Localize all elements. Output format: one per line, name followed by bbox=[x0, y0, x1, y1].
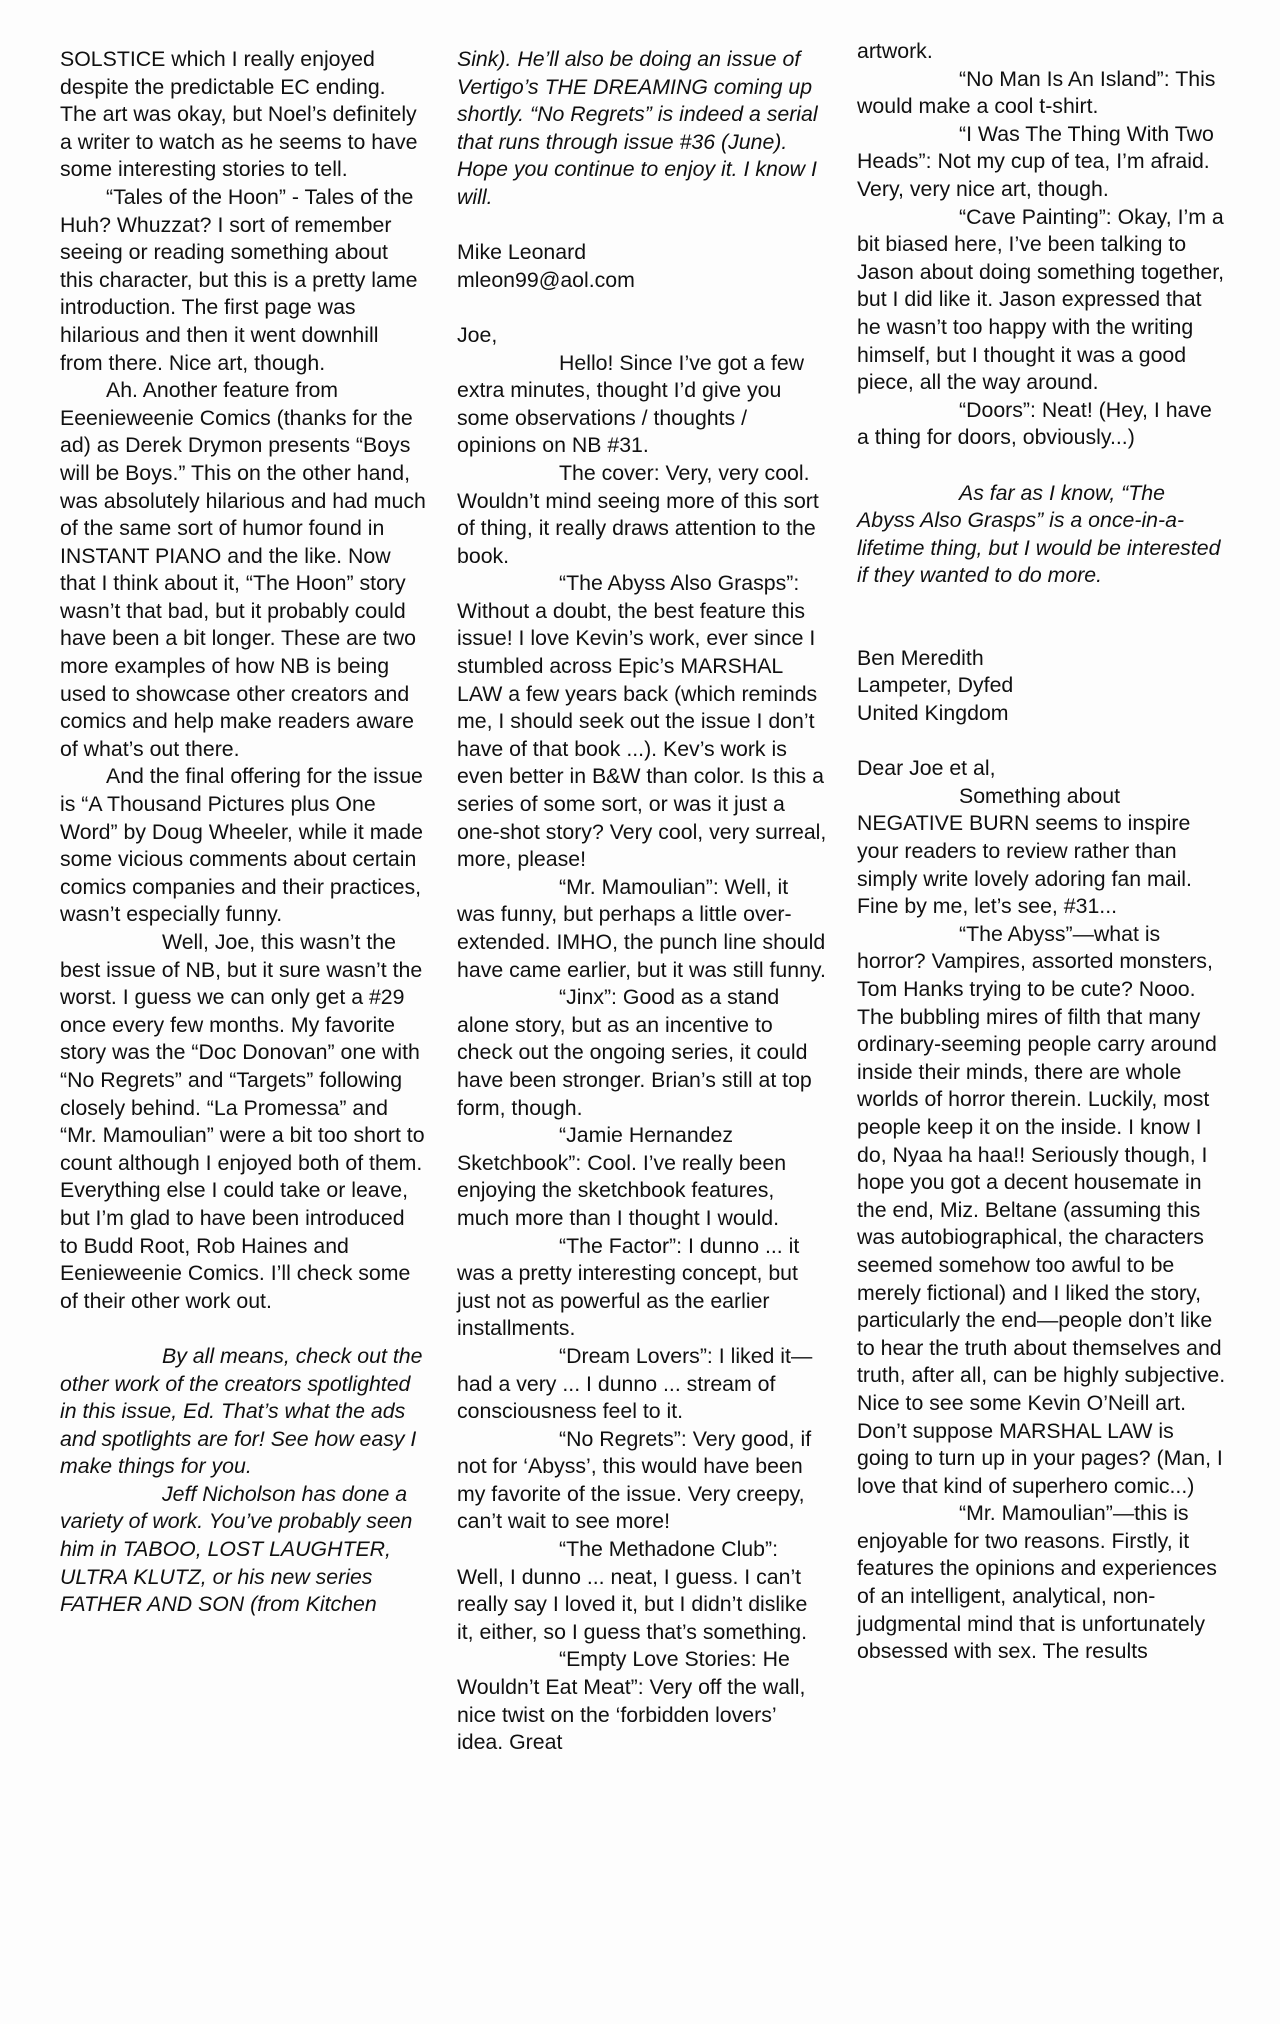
letter-paragraph: “Cave Painting”: Okay, I’m a bit biased here, I’ve been talking to Jason about doing something together, but I did like it. Jason expressed that he wasn’t too happy with the writing himself, but I thought it was a good piece, all the way around. bbox=[857, 204, 1225, 395]
letter-paragraph: “Jinx”: Good as a stand alone story, but as an incentive to check out the ongoing series, it could have been stronger. Brian’s still at top form, though. bbox=[457, 985, 812, 1120]
letter-salutation: Dear Joe et al, bbox=[857, 756, 996, 781]
letter-paragraph: Ah. Another feature from Eeenieweenie Comics (thanks for the ad) as Derek Drymon presents “Boys will be Boys.” This on the other hand, was absolutely hilarious and had much of the same sort of humor found in INSTANT PIANO and the like. Now that I think about it, “The Hoon” story wasn’t that bad, but it probably could have been a bit longer. These are two more examples of how NB is being used to showcase other creators and comics and help make readers aware of what’s out there. bbox=[60, 378, 426, 761]
editor-reply: Jeff Nicholson has done a variety of work. You’ve probably seen him in TABOO, LOST LAUGHTER, ULTRA KLUTZ, or his new series FATHER AND SON (from Kitchen bbox=[60, 1481, 413, 1617]
letter-signature-email: mleon99@aol.com bbox=[457, 267, 635, 292]
editor-reply: By all means, check out the other work of the creators spotlighted in this issue, Ed. That’s what the ads and spotlights are for! See how easy I make things for you. bbox=[60, 1343, 423, 1479]
spacer bbox=[457, 212, 827, 240]
editor-reply: Sink). He’ll also be doing an issue of Vertigo’s THE DREAMING coming up shortly. “No Regrets” is indeed a serial that runs through issue #36 (June). Hope you continue to enjoy it. I know I will. bbox=[457, 47, 818, 209]
letter-paragraph: “The Factor”: I dunno ... it was a pretty interesting concept, but just not as powerful as the earlier installments. bbox=[457, 1233, 800, 1341]
letter-paragraph: “No Man Is An Island”: This would make a cool t-shirt. bbox=[857, 66, 1216, 119]
letter-paragraph: “The Methadone Club”: Well, I dunno ... neat, I guess. I can’t really say I loved it, but I didn’t dislike it, either, so I guess that’s something. bbox=[457, 1537, 808, 1644]
letter-paragraph: “Empty Love Stories: He Wouldn’t Eat Meat”: Very off the wall, nice twist on the ‘forbidden lovers’ idea. Great bbox=[457, 1647, 806, 1755]
letter-paragraph: “The Abyss”—what is horror? Vampires, assorted monsters, Tom Hanks trying to be cute? Nooo. The bubbling mires of filth that many ordinary-seeming people carry around inside their minds, there are whole worlds of horror therein. Luckily, most people keep it on the inside. I know I do, Nyaa ha haa!! Seriously though, I hope you got a decent housemate in the end, Miz. Beltane (assuming this was autobiographical, the characters seemed somehow too awful to be merely fictional) and I liked the story, particularly the end—people don’t like to hear the truth about themselves and truth, after all, can be highly subjective. Nice to see some Kevin O’Neill art. Don’t suppose MARSHAL LAW is going to turn up in your pages? (Man, I love that kind of superhero comic...) bbox=[857, 921, 1226, 1498]
letter-paragraph: “I Was The Thing With Two Heads”: Not my cup of tea, I’m afraid. Very, very nice art, though. bbox=[857, 121, 1214, 201]
letter-paragraph: Hello! Since I’ve got a few extra minutes, thought I’d give you some observations / thoughts / opinions on NB #31. bbox=[457, 350, 805, 458]
letter-paragraph: “The Abyss Also Grasps”: Without a doubt, the best feature this issue! I love Kevin’s work, ever since I stumbled across Epic’s MARSHAL LAW a few years back (which reminds me, I should seek out the issue I don’t have of that book ...). Kev’s work is even better in B&W than color. Is this a series of some sort, or was it just a one-shot story? Very cool, very surreal, more, please! bbox=[457, 571, 827, 872]
letter-paragraph: “Jamie Hernandez Sketchbook”: Cool. I’ve really been enjoying the sketchbook features, much more than I thought I would. bbox=[457, 1123, 787, 1230]
spacer bbox=[857, 728, 1227, 756]
letter-paragraph: “Tales of the Hoon” - Tales of the Huh? Whuzzat? I sort of remember seeing or reading something about this character, but this is a pretty lame introduction. The first page was hilarious and then it went downhill from there. Nice art, though. bbox=[60, 184, 418, 375]
letter-paragraph: SOLSTICE which I really enjoyed despite the predictable EC ending. The art was okay, but Noel’s definitely a writer to watch as he seems to have some interesting stories to tell. bbox=[60, 47, 418, 182]
letter-paragraph: “Mr. Mamoulian”—this is enjoyable for two reasons. Firstly, it features the opinions and experiences of an intelligent, analytical, non-judgmental mind that is unfortunately obsessed with sex. The results bbox=[857, 1501, 1217, 1664]
letter-paragraph: Something about NEGATIVE BURN seems to inspire your readers to review rather than simply write lovely adoring fan mail. Fine by me, let’s see, #31... bbox=[857, 783, 1192, 919]
letter-signature-name: Ben Meredith bbox=[857, 645, 984, 670]
spacer bbox=[60, 1315, 426, 1343]
letter-paragraph: “Doors”: Neat! (Hey, I have a thing for doors, obviously...) bbox=[857, 397, 1212, 450]
column-right bbox=[857, 39, 1227, 1666]
letter-paragraph: And the final offering for the issue is “A Thousand Pictures plus One Word” by Doug Wheeler, while it made some vicious comments about certain comics companies and their practices, wasn’t especially funny. bbox=[60, 764, 423, 927]
letter-paragraph: Well, Joe, this wasn’t the best issue of NB, but it sure wasn’t the worst. I guess we can only get a #29 once every few months. My favorite story was the “Doc Donovan” one with “No Regrets” and “Targets” following closely behind. “La Promessa” and “Mr. Mamoulian” were a bit too short to count although I enjoyed both of them. Everything else I could take or leave, but I’m glad to have been introduced to Budd Root, Rob Haines and Eenieweenie Comics. I’ll check some of their other work out. bbox=[60, 930, 425, 1313]
column-left bbox=[60, 46, 426, 1619]
letter-salutation: Joe, bbox=[457, 322, 498, 347]
spacer bbox=[857, 452, 1227, 480]
letter-paragraph: “No Regrets”: Very good, if not for ‘Abyss’, this would have been my favorite of the issue. Very creepy, can’t wait to see more! bbox=[457, 1426, 812, 1534]
letter-paragraph: artwork. bbox=[857, 39, 933, 63]
letter-signature-place: Lampeter, Dyfed bbox=[857, 673, 1014, 698]
letter-signature-name: Mike Leonard bbox=[457, 240, 587, 265]
column-middle bbox=[457, 46, 827, 1757]
spacer bbox=[857, 590, 1227, 645]
letter-paragraph: “Dream Lovers”: I liked it—had a very ... I dunno ... stream of consciousness feel to it. bbox=[457, 1343, 813, 1424]
editor-reply: As far as I know, “The Abyss Also Grasps” is a once-in-a-lifetime thing, but I would be interested if they wanted to do more. bbox=[857, 480, 1221, 588]
letter-paragraph: “Mr. Mamoulian”: Well, it was funny, but perhaps a little over-extended. IMHO, the punch line should have came earlier, but it was still funny. bbox=[457, 874, 826, 982]
letter-paragraph: The cover: Very, very cool. Wouldn’t mind seeing more of this sort of thing, it really draws attention to the book. bbox=[457, 460, 819, 568]
spacer bbox=[457, 294, 827, 322]
letter-signature-country: United Kingdom bbox=[857, 701, 1009, 726]
